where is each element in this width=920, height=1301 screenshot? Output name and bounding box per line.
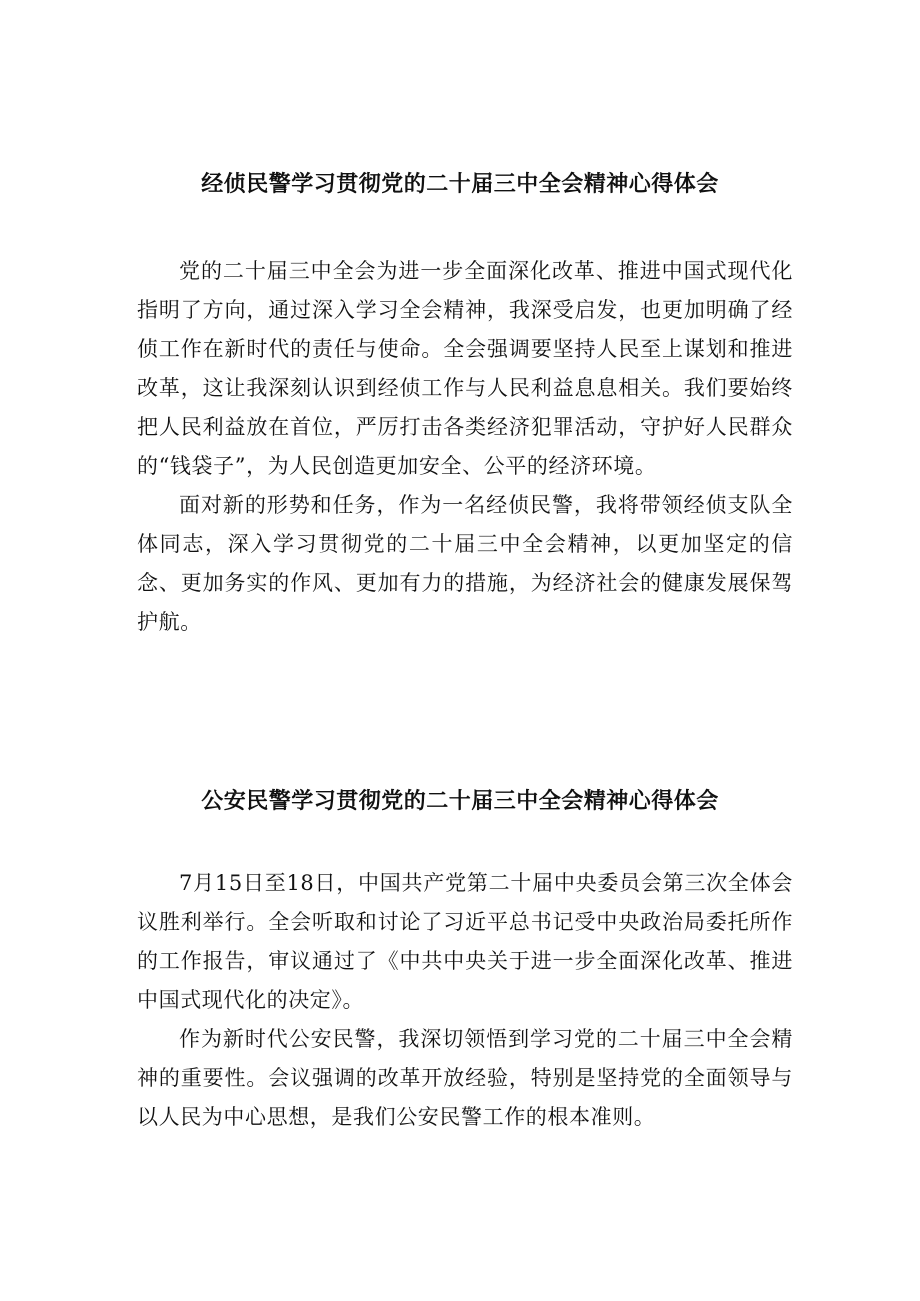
paragraph: 作为新时代公安民警，我深切领悟到学习党的二十届三中全会精神的重要性。会议强调的改革开放经验，特别是坚持党的全面领导与以人民为中心思想，是我们公安民警工作的根本准则。 (137, 1027, 793, 1129)
paragraph: 7月15日至18日，中国共产党第二十届中央委员会第三次全体会议胜利举行。全会听取和讨论了习近平总书记受中央政治局委托所作的工作报告，审议通过了《中共中央关于进一步全面深化改革、推进中国式现代化的决定》。 (137, 871, 793, 1012)
section-body-public-security-police (137, 864, 793, 1137)
paragraph: 面对新的形势和任务，作为一名经侦民警，我将带领经侦支队全体同志，深入学习贯彻党的二十届三中全会精神，以更加坚定的信念、更加务实的作风、更加有力的措施，为经济社会的健康发展保驾护航。 (137, 493, 793, 634)
section-body-economic-police (137, 252, 793, 642)
paragraph: 党的二十届三中全会为进一步全面深化改革、推进中国式现代化指明了方向，通过深入学习全会精神，我深受启发，也更加明确了经侦工作在新时代的责任与使命。全会强调要坚持人民至上谋划和推进改革，这让我深刻认识到经侦工作与人民利益息息相关。我们要始终把人民利益放在首位，严厉打击各类经济犯罪活动，守护好人民群众的“钱袋子”，为人民创造更加安全、公平的经济环境。 (137, 259, 793, 478)
section-title-economic-police: 经侦民警学习贯彻党的二十届三中全会精神心得体会 (201, 172, 719, 197)
section-title-public-security-police: 公安民警学习贯彻党的二十届三中全会精神心得体会 (201, 789, 719, 814)
